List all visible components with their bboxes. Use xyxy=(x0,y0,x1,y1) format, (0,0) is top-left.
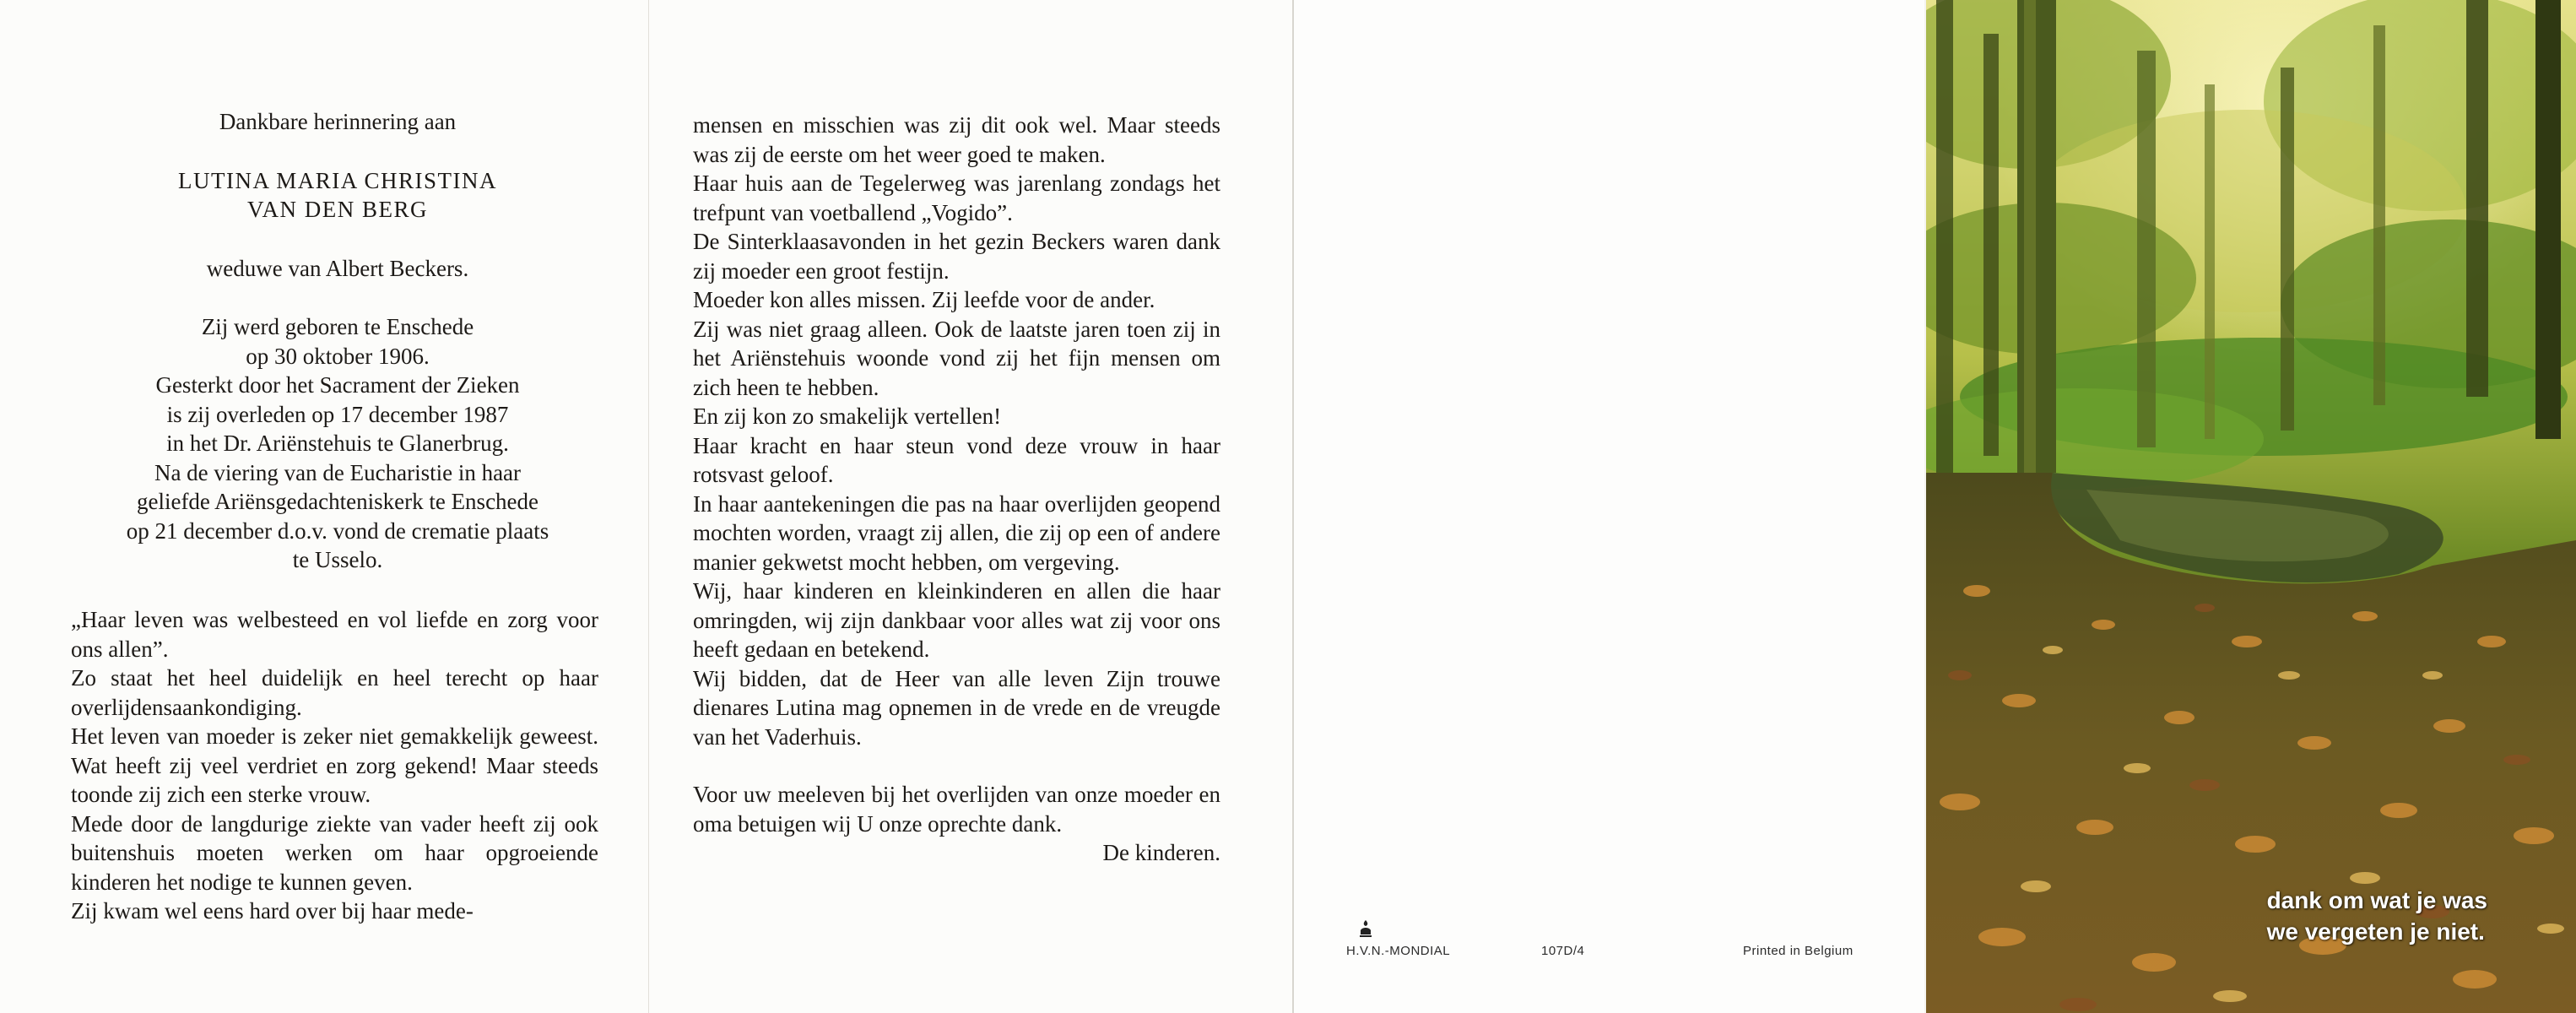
deceased-name-line-1: LUTINA MARIA CHRISTINA xyxy=(177,167,497,193)
work-paragraph: Mede door de langdurige ziekte van vader heeft zij ook buitenshuis moeten werken om haar opgroeiende kinderen het nodige te kunnen geven. xyxy=(71,810,598,895)
signature: De kinderen. xyxy=(1102,840,1220,865)
verse-line-1: dank om wat je was xyxy=(2266,887,2487,913)
death-date-line: is zij overleden op 17 december 1987 xyxy=(166,401,509,427)
text-paragraph: Haar huis aan de Tegelerweg was jarenlang zondags het trefpunt van voetballend „Vogido”. xyxy=(693,171,1220,225)
text-paragraph: Zij was niet graag alleen. Ook de laatste jaren toen zij in het Ariënstehuis woonde vond zij het fijn mensen om zich heen te hebben. xyxy=(693,316,1220,400)
publisher-logo-icon xyxy=(1358,919,1373,938)
text-paragraph: In haar aantekeningen die pas na haar overlijden geopend mochten worden, vraagt zij allen, die zij op een of andere manier gekwetst mocht hebben, om vergeving. xyxy=(693,490,1220,575)
text-paragraph: Haar kracht en haar steun vond deze vrouw in haar rotsvast geloof. xyxy=(693,432,1220,487)
cover-verse xyxy=(2267,885,2487,947)
quote-paragraph: „Haar leven was welbesteed en vol liefde en zorg voor ons allen”. xyxy=(71,607,598,662)
text-paragraph: Wij, haar kinderen en kleinkinderen en allen die haar omringden, wij zijn dankbaar voor alles wat zij voor ons heeft gedaan en betekend. xyxy=(693,578,1220,662)
verse-line-2: we vergeten je niet. xyxy=(2266,918,2485,945)
deceased-name-line-2: VAN DEN BERG xyxy=(246,197,428,222)
death-place-line: in het Dr. Ariënstehuis te Glanerbrug. xyxy=(166,431,509,456)
prayer-paragraph: Wij bidden, dat de Heer van alle leven Zijn trouwe dienares Lutina mag opnemen in de vrede en de vreugde van het Vaderhuis. xyxy=(693,665,1220,750)
eucharist-line: Na de viering van de Eucharistie in haar xyxy=(154,459,522,485)
forest-stream-photo xyxy=(1926,0,2576,1013)
widow-line: weduwe van Albert Beckers. xyxy=(206,255,469,281)
print-origin: Printed in Belgium xyxy=(1743,944,1854,958)
cremation-place-line: te Usselo. xyxy=(292,547,383,572)
sacrament-line: Gesterkt door het Sacrament der Zieken xyxy=(155,372,520,398)
church-line: geliefde Ariënsgedachteniskerk te Enschede xyxy=(136,489,539,514)
publisher-imprint: H.V.N.-MONDIAL xyxy=(1346,944,1451,958)
text-paragraph: mensen en misschien was zij dit ook wel. Maar steeds was zij de eerste om het weer goed te maken. xyxy=(693,112,1220,167)
card-code: 107D/4 xyxy=(1541,944,1585,958)
continuation-paragraph: Zij kwam wel eens hard over bij haar mede- xyxy=(71,898,474,924)
inner-right-panel xyxy=(649,0,1294,1013)
cremation-line: op 21 december d.o.v. vond de crematie plaats xyxy=(126,517,549,544)
right-text-column xyxy=(693,111,1220,868)
text-paragraph: Moeder kon alles missen. Zij leefde voor de ander. xyxy=(693,287,1155,312)
birth-date-line: op 30 oktober 1906. xyxy=(246,343,430,369)
inner-left-panel xyxy=(0,0,649,1013)
cover-photo-panel xyxy=(1926,0,2576,1013)
text-paragraph: De Sinterklaasavonden in het gezin Beckers waren dank zij moeder een groot festijn. xyxy=(693,229,1220,284)
text-paragraph: En zij kon zo smakelijk vertellen! xyxy=(693,404,1002,429)
header-block xyxy=(55,107,620,575)
birth-place-line: Zij werd geboren te Enschede xyxy=(201,314,474,339)
intro-line: Dankbare herinnering aan xyxy=(219,109,457,134)
announcement-paragraph: Zo staat het heel duidelijk en heel terecht op haar overlijdensaankondiging. xyxy=(71,665,598,720)
thanks-paragraph: Voor uw meeleven bij het overlijden van onze moeder en oma betuigen wij U onze oprechte dank. xyxy=(693,782,1220,837)
left-text-column xyxy=(71,605,598,926)
hardship-paragraph: Het leven van moeder is zeker niet gemakkelijk geweest. Wat heeft zij veel verdriet en zorg gekend! Maar steeds toonde zij zich een sterke vrouw. xyxy=(71,723,598,807)
back-panel xyxy=(1294,0,1924,1013)
